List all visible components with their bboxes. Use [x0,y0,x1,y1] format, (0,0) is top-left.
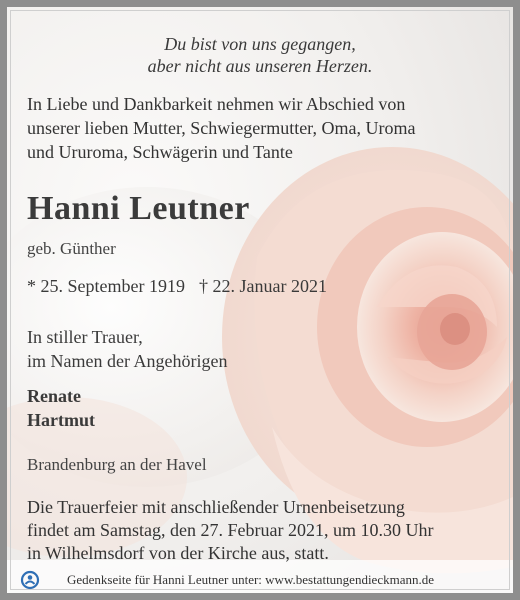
motto-line: aber nicht aus unseren Herzen. [147,56,373,76]
memorial-page-link[interactable]: Gedenkseite für Hanni Leutner unter: www.bestattungendieckmann.de [67,572,435,587]
funeral-line: findet am Samstag, den 27. Februar 2021, um 10.30 Uhr [27,520,434,540]
memorial-logo-icon [20,570,40,590]
place: Brandenburg an der Havel [27,455,207,474]
death-date: † 22. Januar 2021 [198,276,327,296]
memorial-footer [7,567,513,593]
mourning-line: In stiller Trauer, [27,327,143,347]
mourning-statement [27,325,227,373]
funeral-line: in Wilhelmsdorf von der Kirche aus, statt. [27,543,329,563]
funeral-notice [27,496,433,565]
funeral-line: Die Trauerfeier mit anschließender Urnenbeisetzung [27,497,405,517]
motto-line: Du bist von uns gegangen, [164,34,356,54]
deceased-name: Hanni Leutner [27,190,250,227]
intro-line: unserer lieben Mutter, Schwiegermutter, Oma, Uroma [27,118,416,138]
mourning-line: im Namen der Angehörigen [27,351,228,371]
mourner-name: Renate [27,386,81,406]
mourner-names [27,384,95,432]
motto [7,33,513,77]
intro-line: In Liebe und Dankbarkeit nehmen wir Abschied von [27,94,406,114]
intro-line: und Ururoma, Schwägerin und Tante [27,142,293,162]
birth-date: * 25. September 1919 [27,276,185,296]
life-dates [27,276,327,297]
birth-name: geb. Günther [27,239,116,258]
mourner-name: Hartmut [27,410,95,430]
farewell-intro [27,92,415,164]
